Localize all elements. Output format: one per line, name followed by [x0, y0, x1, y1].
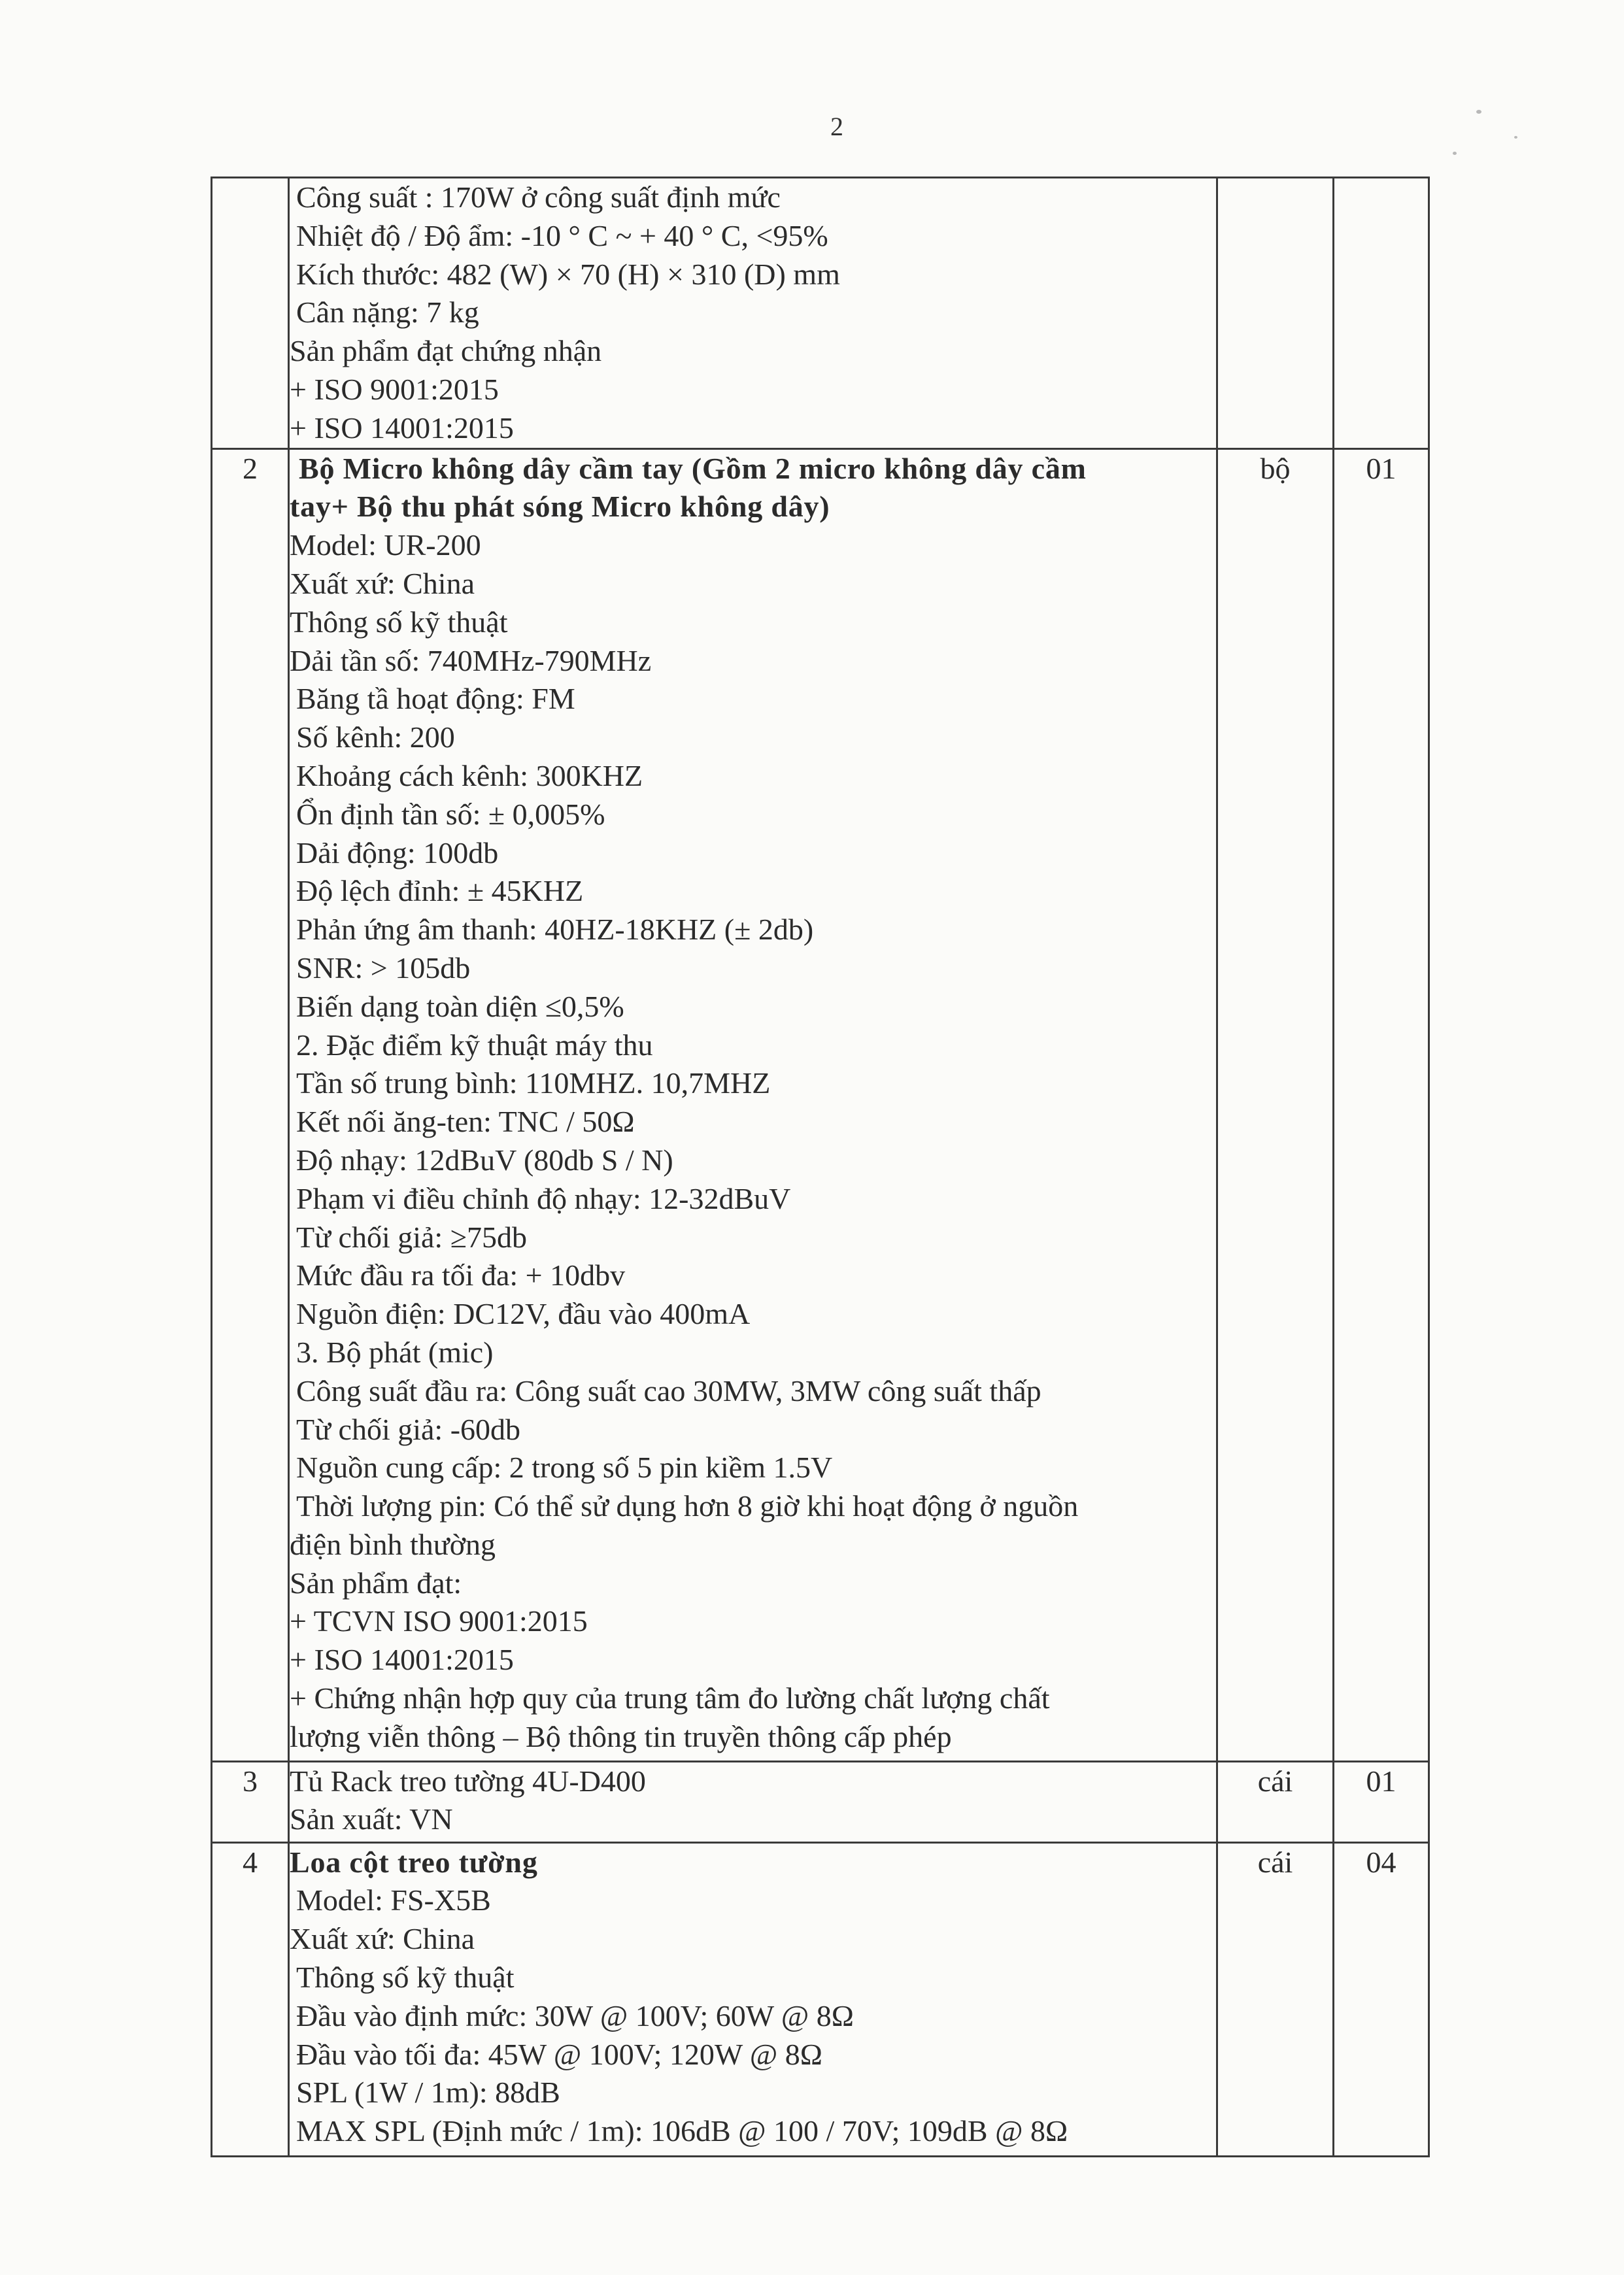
spec-line: Công suất đầu ra: Công suất cao 30MW, 3MW công suất thấp	[296, 1373, 1041, 1407]
spec-line: Đầu vào định mức: 30W @ 100V; 60W @ 8Ω	[296, 1998, 854, 2032]
spec-line: Dải động: 100db	[296, 835, 499, 869]
scan-speck	[1514, 136, 1517, 139]
spec-line: Độ lệch đỉnh: ± 45KHZ	[296, 874, 584, 908]
spec-line: Độ nhạy: 12dBuV (80db S / N)	[296, 1143, 673, 1177]
table-row	[212, 1842, 1429, 2156]
spec-line: Xuất xứ: China	[290, 1922, 475, 1956]
spec-line: Tủ Rack treo tường 4U-D400	[290, 1764, 646, 1798]
spec-line: Kết nối ăng-ten: TNC / 50Ω	[296, 1105, 635, 1139]
description-cell	[289, 1842, 1217, 2156]
spec-line: + ISO 14001:2015	[290, 411, 514, 445]
spec-line: Thông số kỹ thuật	[296, 1960, 515, 1994]
description-cell	[289, 178, 1217, 449]
spec-line: Xuất xứ: China	[290, 566, 475, 600]
stt-cell	[212, 178, 289, 449]
spec-line: 3. Bộ phát (mic)	[296, 1335, 494, 1369]
spec-line: Sản phẩm đạt chứng nhận	[290, 334, 602, 368]
spec-line: Mức đầu ra tối đa: + 10dbv	[296, 1258, 626, 1292]
spec-line: 2. Đặc điểm kỹ thuật máy thu	[296, 1028, 653, 1062]
spec-line: Kích thước: 482 (W) × 70 (H) × 310 (D) mm	[296, 257, 840, 291]
item-title: Loa cột treo tường	[290, 1845, 538, 1879]
table-row	[212, 178, 1429, 449]
spec-line: Sản xuất: VN	[290, 1802, 453, 1836]
item-title: Bộ Micro không dây cầm tay (Gồm 2 micro không dây cầm	[299, 451, 1087, 485]
spec-line: SPL (1W / 1m): 88dB	[296, 2076, 560, 2110]
spec-line: MAX SPL (Định mức / 1m): 106dB @ 100 / 70V; 109dB @ 8Ω	[296, 2114, 1068, 2148]
spec-line: + ISO 14001:2015	[290, 1643, 514, 1677]
scan-speck	[1476, 110, 1481, 114]
spec-line: Nhiệt độ / Độ ẩm: -10 ° C ~ + 40 ° C, <95%	[296, 218, 828, 252]
unit-cell: cái	[1217, 1761, 1334, 1842]
spec-line: Tần số trung bình: 110MHZ. 10,7MHZ	[296, 1066, 771, 1100]
stt-cell: 3	[212, 1761, 289, 1842]
quantity-cell: 04	[1334, 1842, 1429, 2156]
quantity-cell: 01	[1334, 1761, 1429, 1842]
spec-line: + Chứng nhận hợp quy của trung tâm đo lường chất lượng chất	[290, 1681, 1050, 1715]
spec-line: SNR: > 105db	[296, 951, 471, 985]
spec-line: Đầu vào tối đa: 45W @ 100V; 120W @ 8Ω	[296, 2037, 822, 2071]
spec-line: điện bình thường	[290, 1527, 496, 1561]
spec-line: Từ chối giả: -60db	[296, 1412, 521, 1446]
spec-line: Nguồn điện: DC12V, đầu vào 400mA	[296, 1297, 751, 1331]
spec-line: + ISO 9001:2015	[290, 372, 499, 406]
spec-line: Phản ứng âm thanh: 40HZ-18KHZ (± 2db)	[296, 913, 814, 947]
unit-cell	[1217, 178, 1334, 449]
stt-cell: 2	[212, 448, 289, 1761]
spec-line: Từ chối giả: ≥75db	[296, 1220, 527, 1254]
spec-line: Công suất : 170W ở công suất định mức	[296, 180, 781, 214]
stt-cell: 4	[212, 1842, 289, 2156]
scan-speck	[1453, 152, 1457, 155]
spec-line: Thời lượng pin: Có thể sử dụng hơn 8 giờ khi hoạt động ở nguồn	[296, 1489, 1079, 1523]
spec-line: Cân nặng: 7 kg	[296, 295, 479, 329]
spec-line: Số kênh: 200	[296, 720, 455, 754]
spec-line: Khoảng cách kênh: 300KHZ	[296, 758, 643, 792]
unit-cell: bộ	[1217, 448, 1334, 1761]
quantity-cell	[1334, 178, 1429, 449]
description-cell	[289, 1761, 1217, 1842]
spec-line: Nguồn cung cấp: 2 trong số 5 pin kiềm 1.5V	[296, 1451, 833, 1485]
spec-line: Biến dạng toàn diện ≤0,5%	[296, 989, 624, 1023]
unit-cell: cái	[1217, 1842, 1334, 2156]
spec-line: Thông số kỹ thuật	[290, 605, 508, 639]
spec-line: Sản phẩm đạt:	[290, 1566, 462, 1600]
page-number: 2	[830, 112, 843, 141]
item-title: tay+ Bộ thu phát sóng Micro không dây)	[290, 490, 830, 524]
spec-line: lượng viễn thông – Bộ thông tin truyền thông cấp phép	[290, 1719, 952, 1753]
description-cell	[289, 448, 1217, 1761]
table-row	[212, 448, 1429, 1761]
quantity-cell: 01	[1334, 448, 1429, 1761]
spec-table	[211, 177, 1430, 2157]
spec-line: Model: UR-200	[290, 528, 481, 562]
spec-line: + TCVN ISO 9001:2015	[290, 1604, 588, 1638]
table-row	[212, 1761, 1429, 1842]
spec-line: Băng tầ hoạt động: FM	[296, 682, 575, 716]
spec-line: Model: FS-X5B	[296, 1883, 491, 1917]
spec-line: Ổn định tần số: ± 0,005%	[296, 797, 605, 831]
spec-line: Dải tần số: 740MHz-790MHz	[290, 643, 652, 677]
spec-line: Phạm vi điều chỉnh độ nhạy: 12-32dBuV	[296, 1181, 791, 1215]
